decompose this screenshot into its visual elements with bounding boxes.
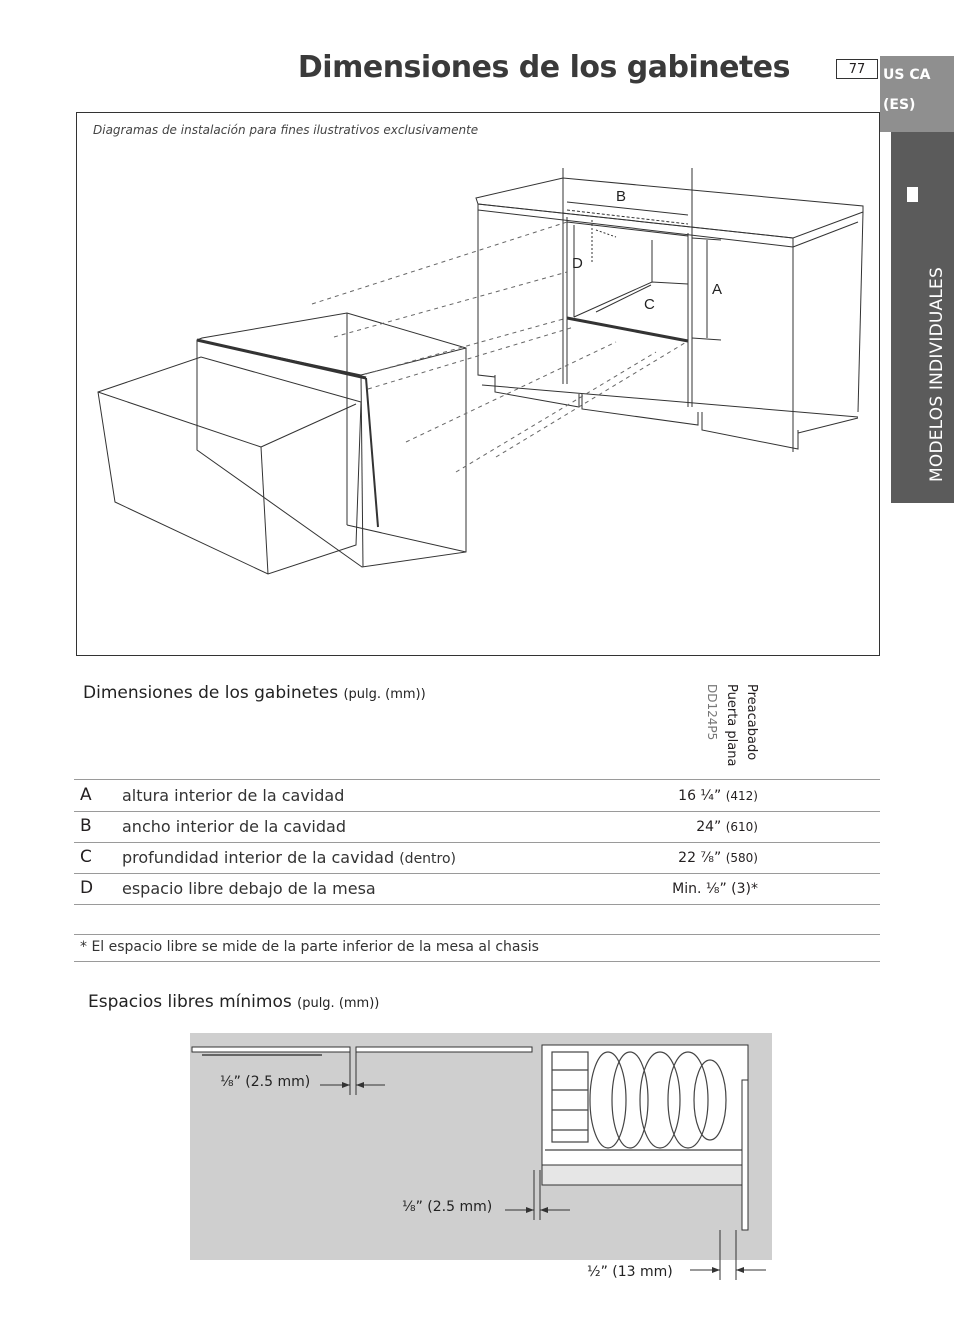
row-value <box>696 819 758 835</box>
countertop <box>476 178 863 238</box>
language-badge-line1: US CA <box>883 67 931 83</box>
row-value-inches: 16 ¼” <box>678 788 722 804</box>
row-value-mm: (610) <box>725 820 758 834</box>
table-divider <box>74 904 880 905</box>
row-letter: B <box>80 816 92 836</box>
row-value-inches: 22 ⅞” <box>678 850 722 866</box>
row-value <box>678 850 758 866</box>
clearances-title <box>88 992 379 1012</box>
dims-table-title <box>83 683 426 703</box>
table-divider <box>74 873 880 874</box>
row-value <box>678 788 758 804</box>
row-description: altura interior de la cavidad <box>122 786 345 805</box>
page-number: 77 <box>836 59 878 79</box>
row-letter: D <box>80 878 94 898</box>
row-value-mm: (580) <box>725 851 758 865</box>
side-tab-label: MODELOS INDIVIDUALES <box>927 267 947 482</box>
row-value-mm: (412) <box>725 789 758 803</box>
column-header-line2: Puerta plana <box>724 684 739 767</box>
column-header <box>702 684 762 774</box>
table-divider <box>74 961 880 962</box>
row-letter: C <box>80 847 92 867</box>
dims-table-title-text: Dimensiones de los gabinetes <box>83 683 339 703</box>
column-header-line1: Preacabado <box>744 684 759 761</box>
square-icon <box>907 187 918 202</box>
installation-diagram <box>76 112 880 656</box>
row-value-inches: 24” <box>696 819 722 835</box>
clearance-label-side: ⅛” (2.5 mm) <box>402 1199 493 1215</box>
label-c: C <box>644 296 655 313</box>
row-description <box>122 848 456 867</box>
table-divider <box>74 934 880 935</box>
table-divider <box>74 811 880 812</box>
footnote: * El espacio libre se mide de la parte inferior de la mesa al chasis <box>80 939 539 955</box>
side-tab <box>891 132 954 503</box>
row-description-sub: (dentro) <box>399 851 457 867</box>
table-divider <box>74 842 880 843</box>
clearances-title-text: Espacios libres mínimos <box>88 992 292 1012</box>
clearance-label-countertop: ⅛” (2.5 mm) <box>220 1074 311 1090</box>
column-header-model: DD124P5 <box>705 684 719 741</box>
clearances-diagram <box>190 1030 790 1290</box>
row-description: ancho interior de la cavidad <box>122 817 346 836</box>
row-letter: A <box>80 785 92 805</box>
row-value: Min. ⅛” (3)* <box>672 881 758 897</box>
clearances-unit: (pulg. (mm)) <box>297 996 380 1011</box>
diagram-note: Diagramas de instalación para fines ilustrativos exclusivamente <box>93 123 479 137</box>
language-badge-line2: (ES) <box>883 97 916 113</box>
label-b: B <box>616 188 627 205</box>
clearance-label-wall: ½” (13 mm) <box>587 1264 673 1280</box>
row-description-text: profundidad interior de la cavidad <box>122 848 395 867</box>
label-a: A <box>712 281 723 298</box>
page-title: Dimensiones de los gabinetes <box>297 50 790 85</box>
table-divider <box>74 779 880 780</box>
row-description: espacio libre debajo de la mesa <box>122 879 376 898</box>
dims-table-unit: (pulg. (mm)) <box>343 687 426 702</box>
language-badge <box>880 56 954 132</box>
label-d: D <box>572 255 583 272</box>
